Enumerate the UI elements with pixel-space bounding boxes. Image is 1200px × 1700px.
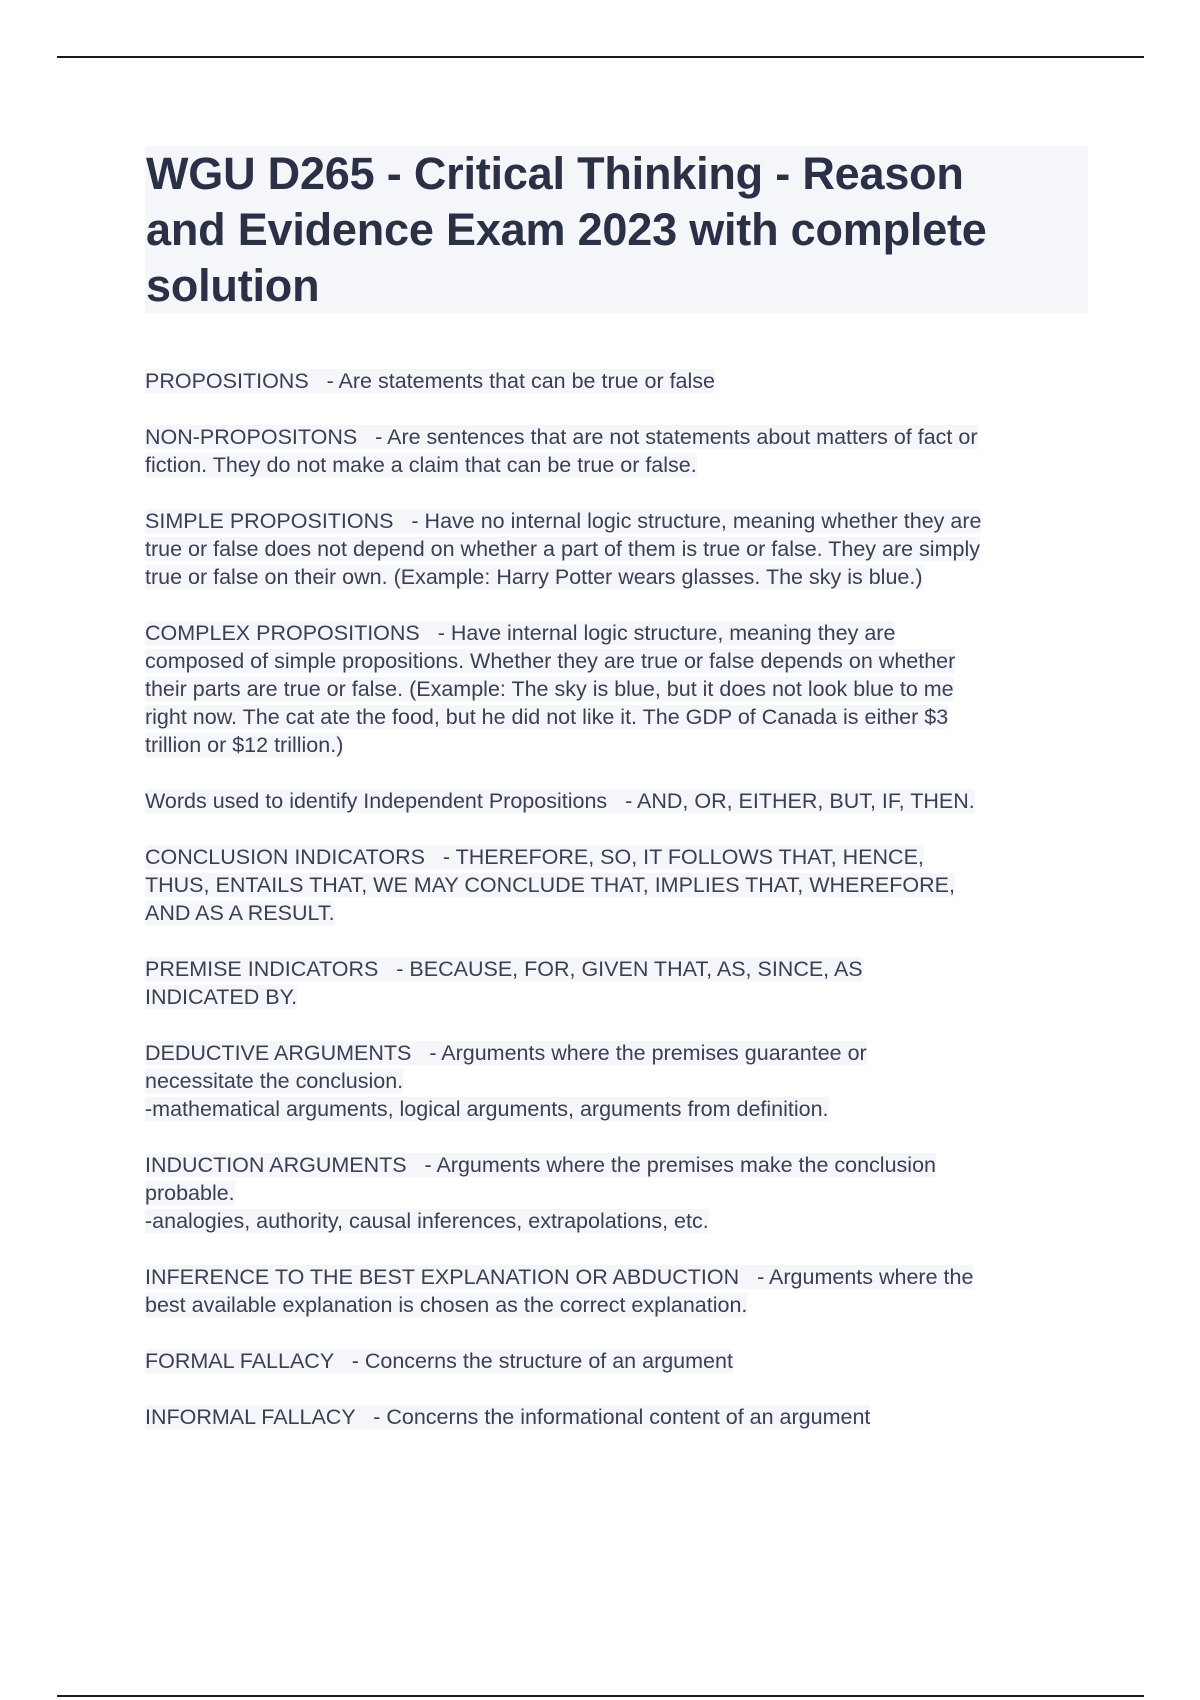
entry-line: [145, 535, 1095, 563]
entry-definition: - Arguments where the premises make the conclusion: [424, 1153, 936, 1177]
flashcard-entry: [145, 1263, 1095, 1319]
entry-definition: trillion or $12 trillion.): [145, 733, 344, 757]
entry-line: [145, 731, 1095, 759]
entry-definition: necessitate the conclusion.: [145, 1069, 404, 1093]
entry-term: INDUCTION ARGUMENTS: [145, 1153, 407, 1177]
flashcard-entry: [145, 507, 1095, 591]
entry-definition: true or false on their own. (Example: Harry Potter wears glasses. The sky is blue.): [145, 565, 923, 589]
title-line: solution: [146, 260, 320, 311]
flashcard-list: [145, 367, 1095, 1459]
entry-line: [145, 1151, 1095, 1179]
entry-term: COMPLEX PROPOSITIONS: [145, 621, 420, 645]
entry-line: [145, 647, 1095, 675]
entry-definition: best available explanation is chosen as the correct explanation.: [145, 1293, 748, 1317]
entry-term: PREMISE INDICATORS: [145, 957, 379, 981]
entry-term: DEDUCTIVE ARGUMENTS: [145, 1041, 412, 1065]
entry-line: [145, 1347, 1095, 1375]
entry-definition: - BECAUSE, FOR, GIVEN THAT, AS, SINCE, AS: [396, 957, 863, 981]
entry-line: [145, 1179, 1095, 1207]
entry-line: [145, 983, 1095, 1011]
entry-line: [145, 451, 1095, 479]
entry-line: [145, 843, 1095, 871]
flashcard-entry: [145, 843, 1095, 927]
entry-definition: - AND, OR, EITHER, BUT, IF, THEN.: [625, 789, 975, 813]
top-rule: [57, 56, 1144, 58]
entry-line: [145, 787, 1095, 815]
entry-line: [145, 1403, 1095, 1431]
entry-definition: fiction. They do not make a claim that can be true or false.: [145, 453, 697, 477]
entry-definition: right now. The cat ate the food, but he did not like it. The GDP of Canada is either $3: [145, 705, 949, 729]
entry-term: Words used to identify Independent Propositions: [145, 789, 608, 813]
entry-line: [145, 367, 1095, 395]
bottom-rule: [57, 1695, 1144, 1697]
entry-term: CONCLUSION INDICATORS: [145, 845, 425, 869]
entry-line: [145, 1095, 1095, 1123]
entry-term: FORMAL FALLACY: [145, 1349, 334, 1373]
entry-term: INFORMAL FALLACY: [145, 1405, 356, 1429]
entry-definition: -mathematical arguments, logical arguments, arguments from definition.: [145, 1097, 829, 1121]
entry-definition: - Arguments where the premises guarantee or: [429, 1041, 867, 1065]
flashcard-entry: [145, 423, 1095, 479]
entry-term: SIMPLE PROPOSITIONS: [145, 509, 394, 533]
entry-definition: probable.: [145, 1181, 235, 1205]
entry-definition: true or false does not depend on whether a part of them is true or false. They are simply: [145, 537, 980, 561]
entry-line: [145, 1039, 1095, 1067]
entry-term: PROPOSITIONS: [145, 369, 309, 393]
entry-line: [145, 423, 1095, 451]
entry-definition: - Are sentences that are not statements about matters of fact or: [375, 425, 978, 449]
entry-definition: - Have internal logic structure, meaning they are: [437, 621, 896, 645]
entry-term: INFERENCE TO THE BEST EXPLANATION OR ABDUCTION: [145, 1265, 740, 1289]
flashcard-entry: [145, 1347, 1095, 1375]
entry-line: [145, 871, 1095, 899]
entry-definition: - THEREFORE, SO, IT FOLLOWS THAT, HENCE,: [442, 845, 924, 869]
entry-line: [145, 507, 1095, 535]
entry-definition: composed of simple propositions. Whether they are true or false depends on whether: [145, 649, 956, 673]
flashcard-entry: [145, 1039, 1095, 1123]
entry-term: NON-PROPOSITONS: [145, 425, 358, 449]
entry-line: [145, 619, 1095, 647]
title-block: [145, 146, 1088, 313]
entry-definition: INDICATED BY.: [145, 985, 298, 1009]
entry-line: [145, 955, 1095, 983]
title-line: WGU D265 - Critical Thinking - Reason: [146, 148, 964, 199]
entry-definition: - Arguments where the: [757, 1265, 974, 1289]
flashcard-entry: [145, 787, 1095, 815]
entry-line: [145, 703, 1095, 731]
entry-definition: - Concerns the informational content of an argument: [373, 1405, 871, 1429]
entry-line: [145, 1207, 1095, 1235]
entry-line: [145, 675, 1095, 703]
entry-definition: AND AS A RESULT.: [145, 901, 335, 925]
entry-definition: - Are statements that can be true or false: [326, 369, 715, 393]
entry-line: [145, 899, 1095, 927]
document-title: [146, 146, 1088, 314]
entry-definition: - Have no internal logic structure, meaning whether they are: [411, 509, 982, 533]
title-line: and Evidence Exam 2023 with complete: [146, 204, 987, 255]
entry-definition: - Concerns the structure of an argument: [351, 1349, 733, 1373]
flashcard-entry: [145, 367, 1095, 395]
flashcard-entry: [145, 619, 1095, 759]
flashcard-entry: [145, 955, 1095, 1011]
entry-definition: THUS, ENTAILS THAT, WE MAY CONCLUDE THAT, IMPLIES THAT, WHEREFORE,: [145, 873, 955, 897]
flashcard-entry: [145, 1151, 1095, 1235]
entry-definition: their parts are true or false. (Example: The sky is blue, but it does not look blue to me: [145, 677, 954, 701]
flashcard-entry: [145, 1403, 1095, 1431]
entry-line: [145, 563, 1095, 591]
entry-line: [145, 1291, 1095, 1319]
entry-line: [145, 1263, 1095, 1291]
entry-definition: -analogies, authority, causal inferences, extrapolations, etc.: [145, 1209, 709, 1233]
entry-line: [145, 1067, 1095, 1095]
